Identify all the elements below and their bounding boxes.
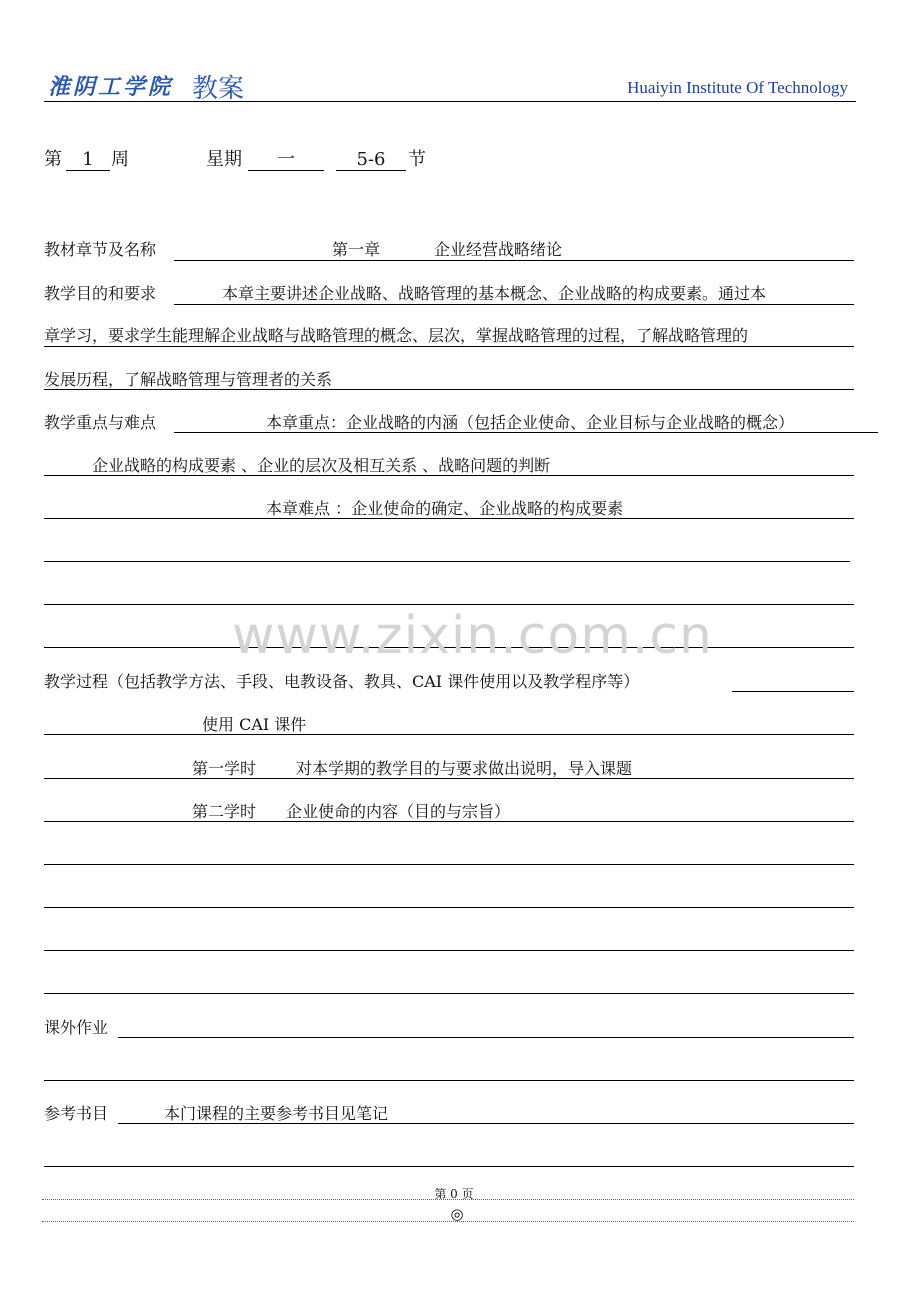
page-number: 第 0 页 <box>434 1187 474 1201</box>
keypoints-underline-3 <box>44 518 854 519</box>
references-label: 参考书目 <box>44 1104 109 1123</box>
institution-english-name: Huaiyin Institute Of Technology <box>627 78 848 97</box>
institution-logo-text: 淮阴工学院 <box>48 74 174 100</box>
process-first-hour-content: 对本学期的教学目的与要求做出说明，导入课题 <box>296 759 633 778</box>
week-prefix: 第 <box>44 149 62 170</box>
blank-line <box>44 604 854 605</box>
header-rule <box>44 101 856 102</box>
homework-underline-1 <box>118 1037 854 1038</box>
chapter-title: 企业经营战略绪论 <box>434 240 563 259</box>
process-underline-3 <box>44 821 854 822</box>
week-number: 1 <box>66 150 110 171</box>
chapter-underline <box>174 260 854 261</box>
blank-line <box>44 993 854 994</box>
references-underline-2 <box>44 1166 854 1167</box>
footer-dotted-rule <box>42 1221 854 1222</box>
footer-mark: ◎ <box>450 1205 464 1223</box>
weekday-label: 星期 <box>206 149 242 170</box>
document-type-label: 教案 <box>192 74 245 104</box>
objectives-line-1: 本章主要讲述企业战略、战略管理的基本概念、企业战略的构成要素。通过本 <box>222 284 767 303</box>
period-suffix: 节 <box>408 149 426 170</box>
chapter-number: 第一章 <box>332 240 381 259</box>
keypoints-line-3: 本章难点 ：企业使命的确定、企业战略的构成要素 <box>266 499 624 518</box>
process-line-1: 使用 CAI 课件 <box>202 715 307 734</box>
homework-label: 课外作业 <box>44 1018 109 1037</box>
footer-dotted-rule <box>42 1199 854 1200</box>
keypoints-underline-2 <box>44 475 854 476</box>
objectives-underline-2 <box>44 346 854 347</box>
watermark-text: www.zixin.com.cn <box>232 606 713 666</box>
week-suffix: 周 <box>111 149 129 170</box>
objectives-label: 教学目的和要求 <box>44 284 157 303</box>
objectives-underline-1 <box>174 304 854 305</box>
chapter-label: 教材章节及名称 <box>44 240 157 259</box>
blank-line <box>44 864 854 865</box>
weekday-value: 一 <box>248 150 324 171</box>
objectives-line-2: 章学习，要求学生能理解企业战略与战略管理的概念、层次，掌握战略管理的过程，了解战略管理的 <box>44 326 749 345</box>
process-first-hour-label: 第一学时 <box>192 759 257 778</box>
process-label: 教学过程（包括教学方法、手段、电教设备、教具、CAI 课件使用以及教学程序等） <box>44 672 640 691</box>
objectives-line-3: 发展历程，了解战略管理与管理者的关系 <box>44 370 333 389</box>
blank-line <box>44 907 854 908</box>
process-underline-1 <box>44 734 854 735</box>
keypoints-line-2: 企业战略的构成要素 、企业的层次及相互关系 、战略问题的判断 <box>92 456 551 475</box>
process-second-hour-content: 企业使命的内容（目的与宗旨） <box>286 802 511 821</box>
keypoints-line-1: 本章重点：企业战略的内涵（包括企业使命、企业目标与企业战略的概念） <box>266 413 795 432</box>
process-underline-0 <box>732 691 854 692</box>
blank-line <box>44 561 850 562</box>
period-value: 5-6 <box>336 150 406 171</box>
references-value: 本门课程的主要参考书目见笔记 <box>164 1104 389 1123</box>
objectives-underline-3 <box>44 389 854 390</box>
process-underline-2 <box>44 778 854 779</box>
process-second-hour-label: 第二学时 <box>192 802 257 821</box>
blank-line <box>44 950 854 951</box>
homework-underline-2 <box>44 1080 854 1081</box>
keypoints-label: 教学重点与难点 <box>44 413 157 432</box>
